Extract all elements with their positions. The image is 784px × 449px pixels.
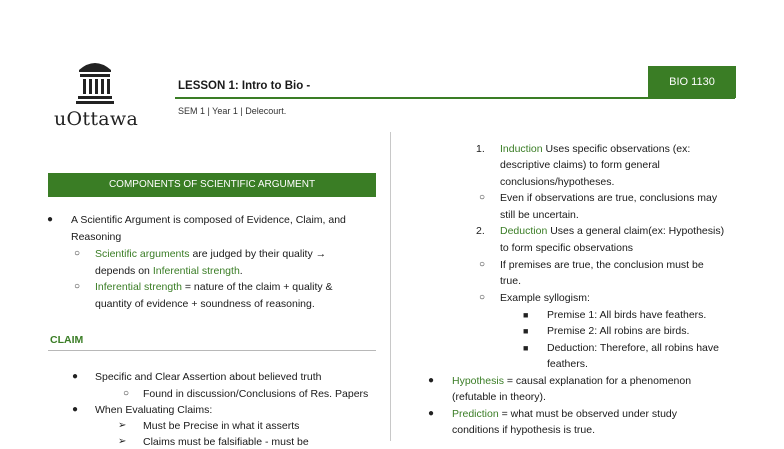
bullet-text: A Scientific Argument is composed of Evidence, Claim, and: [71, 214, 346, 226]
term-highlight: Prediction: [452, 408, 499, 420]
numbered-item: [500, 142, 690, 156]
numbered-item-cont: conclusions/hypotheses.: [500, 176, 615, 188]
list-number: 1.: [476, 143, 485, 155]
sub-bullet-cont: true.: [500, 275, 522, 287]
sub-bullet-text: = nature of the claim + quality &: [181, 281, 333, 293]
bullet-text-cont: (refutable in theory).: [452, 391, 546, 403]
sub-bullet: Example syllogism:: [500, 292, 590, 304]
bullet-dot-icon: ●: [72, 371, 79, 382]
sub-bullet-text: .: [239, 265, 243, 277]
circle-bullet-icon: ○: [123, 388, 130, 399]
bullet-dot-icon: ●: [428, 408, 435, 419]
circle-bullet-icon: ○: [479, 292, 486, 303]
list-number: 2.: [476, 225, 485, 237]
numbered-item-cont: to form specific observations: [500, 242, 634, 254]
numbered-item-cont: descriptive claims) to form general: [500, 159, 660, 171]
arrow-bullet-icon: ➢: [118, 420, 127, 431]
sub-bullet-text: depends on: [95, 265, 153, 277]
term-highlight: Induction: [500, 143, 543, 155]
sub-bullet: [95, 247, 326, 261]
bullet-text-cont: Reasoning: [71, 231, 122, 243]
term-highlight: Hypothesis: [452, 375, 504, 387]
logo-wordmark: uOttawa: [54, 108, 139, 130]
circle-bullet-icon: ○: [479, 259, 486, 270]
premise-item: Premise 1: All birds have feathers.: [547, 309, 707, 321]
sub-bullet-cont: quantity of evidence + soundness of reasoning.: [95, 298, 315, 310]
square-bullet-icon: ■: [523, 326, 529, 336]
arrow-bullet-icon: ➢: [118, 436, 127, 447]
bullet-dot-icon: ●: [47, 214, 54, 225]
header-rule: [175, 97, 735, 99]
bullet-rest: = causal explanation for a phenomenon: [503, 375, 692, 387]
sub-bullet-text: are judged by their quality →: [189, 248, 327, 260]
bullet-text: [452, 374, 691, 388]
university-building-icon: [76, 58, 114, 104]
lesson-title: LESSON 1: Intro to Bio -: [178, 80, 311, 92]
premise-item: Premise 2: All robins are birds.: [547, 325, 690, 337]
item-text: Uses specific observations (ex:: [542, 143, 691, 155]
circle-bullet-icon: ○: [74, 281, 81, 292]
bullet-text: Specific and Clear Assertion about believed truth: [95, 371, 322, 383]
bullet-dot-icon: ●: [72, 404, 79, 415]
sub-bullet: Claims must be falsifiable - must be: [143, 436, 309, 448]
square-bullet-icon: ■: [523, 310, 529, 320]
sub-bullet: Even if observations are true, conclusions may: [500, 192, 718, 204]
term-highlight: Deduction: [500, 225, 548, 237]
term-highlight: Scientific arguments: [95, 248, 190, 260]
bullet-text: [452, 407, 677, 421]
claim-rule: [48, 350, 376, 351]
bullet-text: When Evaluating Claims:: [95, 404, 213, 416]
sub-bullet: Found in discussion/Conclusions of Res. Papers: [143, 388, 369, 400]
circle-bullet-icon: ○: [479, 192, 486, 203]
term-highlight: Inferential strength: [152, 265, 240, 277]
bullet-dot-icon: ●: [428, 375, 435, 386]
term-highlight: Inferential strength: [95, 281, 182, 293]
claim-heading: CLAIM: [50, 334, 84, 346]
premise-item-cont: feathers.: [547, 358, 588, 370]
column-divider: [390, 132, 391, 441]
sub-bullet-cont: [95, 264, 243, 278]
semester-line: SEM 1 | Year 1 | Delecourt.: [178, 106, 287, 116]
square-bullet-icon: ■: [523, 343, 529, 353]
sub-bullet: Must be Precise in what it asserts: [143, 420, 300, 432]
section-banner: COMPONENTS OF SCIENTIFIC ARGUMENT: [48, 173, 376, 197]
premise-item: Deduction: Therefore, all robins have: [547, 342, 719, 354]
sub-bullet: If premises are true, the conclusion must be: [500, 259, 704, 271]
bullet-rest: = what must be observed under study: [498, 408, 678, 420]
item-text: Uses a general claim(ex: Hypothesis): [547, 225, 725, 237]
numbered-item: [500, 224, 724, 238]
sub-bullet-cont: still be uncertain.: [500, 209, 579, 221]
uottawa-logo: [50, 58, 140, 133]
sub-bullet: [95, 280, 333, 294]
bullet-text-cont: conditions if hypothesis is true.: [452, 424, 595, 436]
circle-bullet-icon: ○: [74, 248, 81, 259]
course-code-badge: BIO 1130: [648, 66, 736, 98]
